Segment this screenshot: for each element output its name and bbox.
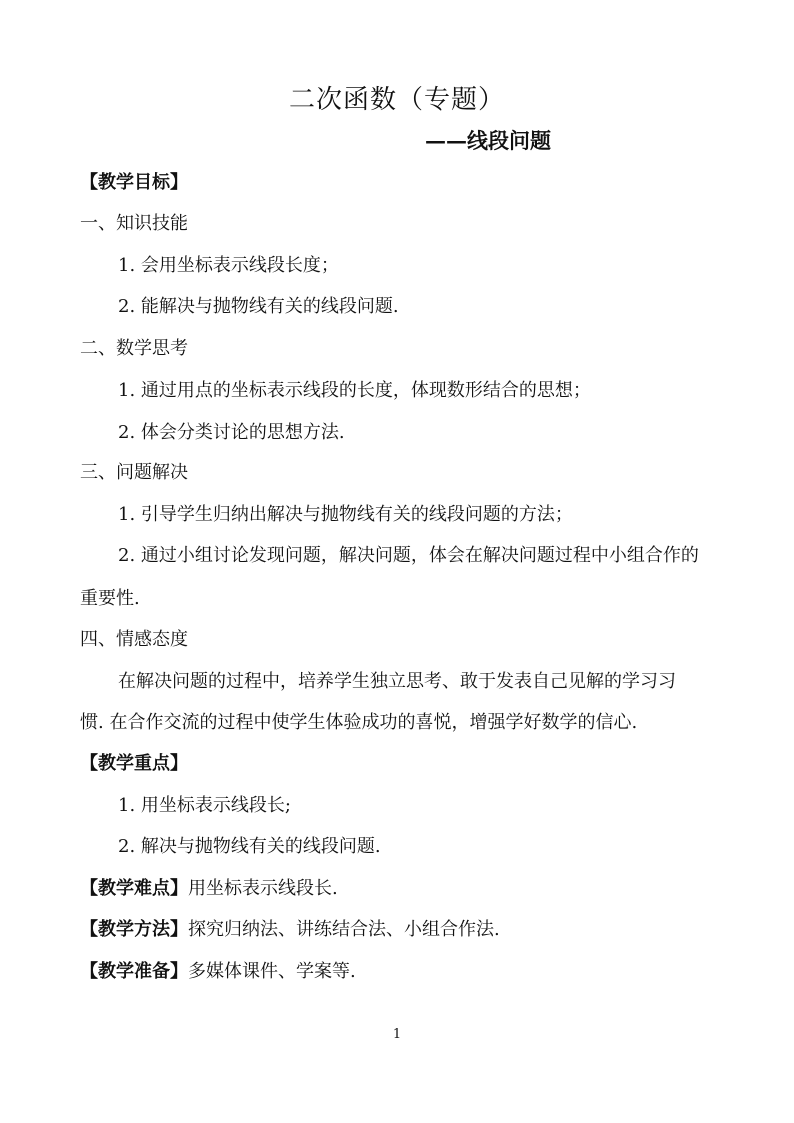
attitude-paragraph-line-2: 惯. 在合作交流的过程中使学生体验成功的喜悦，增强学好数学的信心.: [80, 712, 638, 733]
document-title: 二次函数（专题）: [288, 85, 505, 115]
knowledge-item-2: 2. 能解决与抛物线有关的线段问题.: [118, 296, 399, 317]
methods-row: [80, 918, 500, 942]
methods-text: 探究归纳法、讲练结合法、小组合作法.: [188, 919, 500, 940]
preparation-row: [80, 960, 356, 984]
thinking-item-1: 1. 通过用点的坐标表示线段的长度，体现数形结合的思想；: [118, 380, 591, 401]
difficult-points-label: 【教学难点】: [80, 878, 188, 899]
preparation-label: 【教学准备】: [80, 961, 188, 982]
knowledge-heading: 一、知识技能: [80, 213, 188, 234]
key-points-item-2: 2. 解决与抛物线有关的线段问题.: [118, 836, 381, 857]
problem-solving-item-2: 2. 通过小组讨论发现问题，解决问题，体会在解决问题过程中小组合作的: [118, 545, 699, 566]
objectives-heading: 【教学目标】: [80, 172, 188, 193]
thinking-heading: 二、数学思考: [80, 338, 188, 359]
attitude-paragraph-line-1: 在解决问题的过程中，培养学生独立思考、敢于发表自己见解的学习习: [118, 671, 676, 692]
problem-solving-item-2-continued: 重要性.: [80, 588, 140, 609]
attitude-heading: 四、情感态度: [80, 629, 188, 650]
thinking-item-2: 2. 体会分类讨论的思想方法.: [118, 422, 345, 443]
page-number: 1: [392, 1027, 402, 1042]
problem-solving-item-1: 1. 引导学生归纳出解决与抛物线有关的线段问题的方法；: [118, 504, 573, 525]
key-points-item-1: 1. 用坐标表示线段长;: [118, 795, 291, 816]
methods-label: 【教学方法】: [80, 919, 188, 940]
document-subtitle: ——线段问题: [425, 128, 551, 153]
knowledge-item-1: 1. 会用坐标表示线段长度；: [118, 255, 339, 276]
preparation-text: 多媒体课件、学案等.: [188, 961, 356, 982]
difficult-points-row: [80, 877, 338, 901]
key-points-heading: 【教学重点】: [80, 753, 188, 774]
difficult-points-text: 用坐标表示线段长.: [188, 878, 338, 899]
problem-solving-heading: 三、问题解决: [80, 462, 188, 483]
